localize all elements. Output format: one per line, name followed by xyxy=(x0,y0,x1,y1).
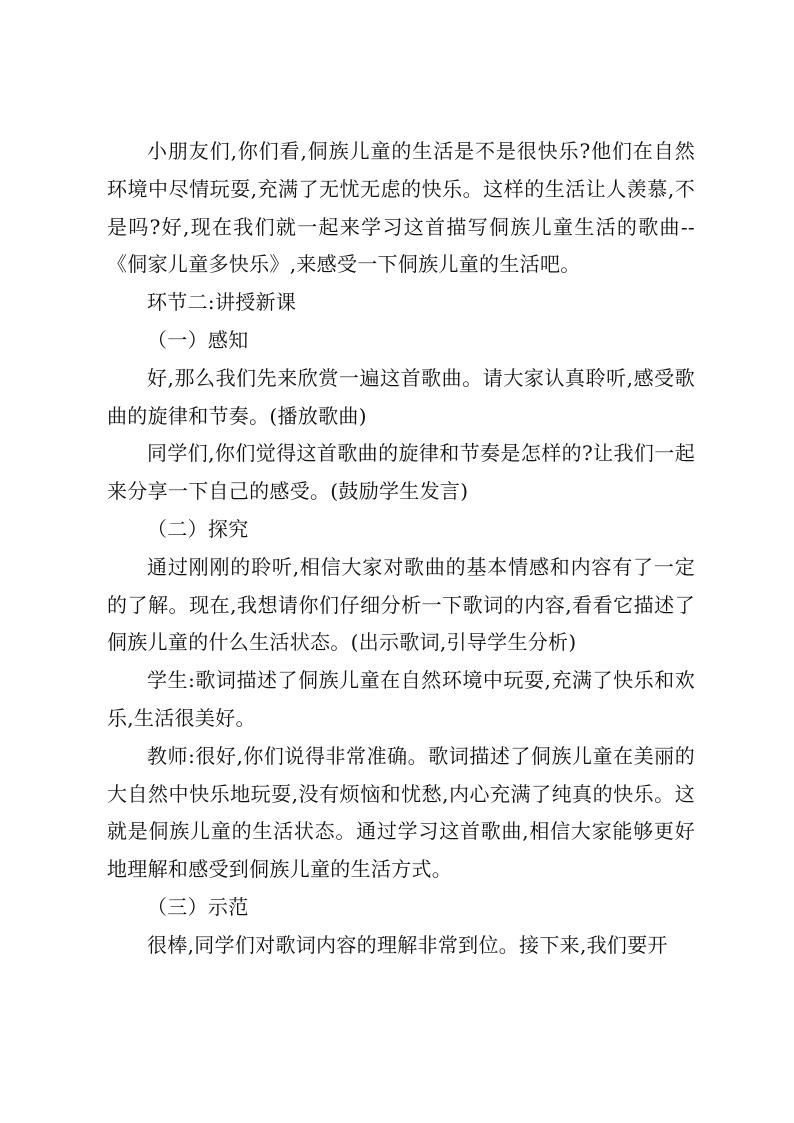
paragraph-share: 同学们,你们觉得这首歌曲的旋律和节奏是怎样的?让我们一起来分享一下自己的感受。(鼓励学生发言) xyxy=(107,441,695,504)
paragraph-next-step: 很棒,同学们对歌词内容的理解非常到位。接下来,我们要开 xyxy=(147,932,668,957)
paragraph-teacher-response: 教师:很好,你们说得非常准确。歌词描述了侗族儿童在美丽的大自然中快乐地玩耍,没有烦恼和忧愁,内心充满了纯真的快乐。这就是侗族儿童的生活状态。通过学习这首歌曲,相信大家能够更好地理解和感受到侗族儿童的生活方式。 xyxy=(107,743,695,882)
section-heading-step-two: 环节二:讲授新课 xyxy=(147,290,297,315)
subheading-demonstration: （三）示范 xyxy=(147,894,249,919)
subheading-explore: （二）探究 xyxy=(147,516,249,541)
paragraph-analyze-lyrics: 通过刚刚的聆听,相信大家对歌曲的基本情感和内容有了一定的了解。现在,我想请你们仔细分析一下歌词的内容,看看它描述了侗族儿童的什么生活状态。(出示歌词,引导学生分析) xyxy=(107,554,695,655)
document-page xyxy=(107,133,695,965)
subheading-perception: （一）感知 xyxy=(147,327,249,352)
paragraph-student-answer: 学生:歌词描述了侗族儿童在自然环境中玩耍,充满了快乐和欢乐,生活很美好。 xyxy=(107,668,695,730)
paragraph-listen: 好,那么我们先来欣赏一遍这首歌曲。请大家认真聆听,感受歌曲的旋律和节奏。(播放歌曲) xyxy=(107,365,695,428)
paragraph-intro: 小朋友们,你们看,侗族儿童的生活是不是很快乐?他们在自然环境中尽情玩耍,充满了无忧无虑的快乐。这样的生活让人羡慕,不是吗?好,现在我们就一起来学习这首描写侗族儿童生活的歌曲--《侗家儿童多快乐》,来感受一下侗族儿童的生活吧。 xyxy=(107,139,695,277)
